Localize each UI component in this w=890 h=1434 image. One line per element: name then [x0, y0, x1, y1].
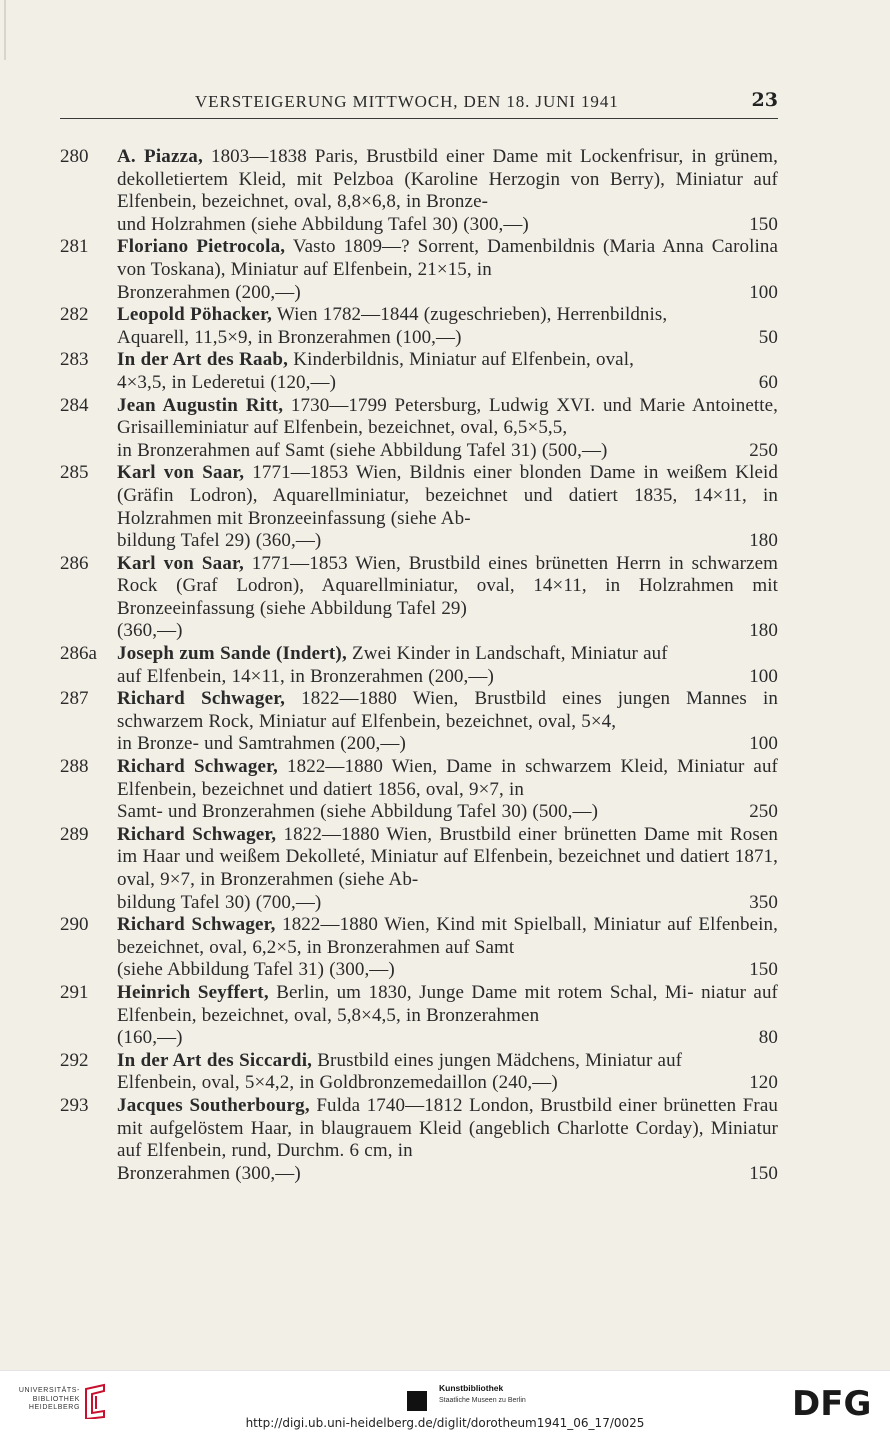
catalogue-entries [60, 146, 778, 1185]
estimate-line [117, 892, 778, 915]
catalogue-entry [60, 1050, 778, 1095]
lot-number: 290 [60, 914, 89, 936]
lot-description [117, 688, 778, 756]
description-last-line: in Bronze- und Samtrahmen (200,—) [117, 733, 406, 755]
artist-name: Leopold Pöhacker, [117, 304, 273, 326]
lot-price: 180 [749, 530, 778, 552]
description-last-line: bildung Tafel 30) (700,—) [117, 891, 322, 913]
ub-heidelberg-text [14, 1387, 80, 1413]
lot-description [117, 1095, 778, 1185]
description-line: Charlotte Corday), Miniatur auf Elfenbein, rund, Durchm. 6 cm, in [117, 1117, 778, 1162]
catalogue-entry [60, 1095, 778, 1185]
description-last-line: und Holzrahmen (siehe Abbildung Tafel 30) (300,—) [117, 213, 529, 235]
description-line: weißem Kleid (Gräfin Lodron), Aquarellminiatur, bezeichnet und [117, 462, 778, 506]
description-last-line: bildung Tafel 29) (360,—) [117, 530, 322, 552]
lot-description [117, 146, 778, 236]
description-line: Zwei Kinder in Landschaft, Miniatur auf [346, 643, 668, 665]
kunstbibliothek-subtitle: Staatliche Museen zu Berlin [439, 1397, 526, 1404]
description-last-line: auf Elfenbein, 14×11, in Bronzerahmen (200,—) [117, 665, 494, 687]
description-line: Brustbild eines jungen Mädchens, Miniatur auf [312, 1049, 683, 1071]
dfg-logo-text: DFG [792, 1384, 872, 1423]
catalogue-entry [60, 643, 778, 688]
lot-price: 120 [749, 1072, 778, 1094]
catalogue-entry [60, 553, 778, 643]
description-line: Wien 1782—1844 (zugeschrieben), Herrenbildnis, [272, 304, 668, 326]
description-line: Berry), Miniatur auf Elfenbein, bezeichnet, oval, 8,8×6,8, in Bronze- [117, 168, 778, 213]
lot-number: 282 [60, 304, 89, 326]
description-line: 1822—1880 Wien, Brustbild eines jungen Mannes [285, 688, 747, 710]
artist-name: Floriano Pietrocola, [117, 236, 286, 258]
lot-number: 292 [60, 1049, 89, 1071]
lot-number: 291 [60, 981, 89, 1003]
description-line: in schwarzem Rock, Miniatur auf Elfenbein, bezeichnet, oval, 5×4, [117, 688, 778, 732]
artist-name: Richard Schwager, [117, 823, 277, 845]
catalogue-entry [60, 462, 778, 552]
ub-heidelberg-logo[interactable] [14, 1381, 124, 1421]
ub-heidelberg-text-line: BIBLIOTHEK [32, 1395, 80, 1403]
ub-heidelberg-icon [82, 1383, 110, 1419]
estimate-line [117, 959, 778, 982]
artist-name: Richard Schwager, [117, 756, 278, 778]
catalogue-entry [60, 688, 778, 756]
description-last-line: (160,—) [117, 1027, 183, 1049]
estimate-line [117, 214, 778, 237]
lot-price: 180 [749, 620, 778, 642]
description-line: 1822—1880 Wien, Kind mit Spielball, Miniatur [275, 914, 661, 936]
description-line: Antoinette, Grisailleminiatur auf Elfenbein, bezeichnet, oval, 6,5×5,5, [117, 394, 778, 439]
description-last-line: Bronzerahmen (200,—) [117, 281, 301, 303]
description-last-line: (siehe Abbildung Tafel 31) (300,—) [117, 959, 395, 981]
artist-name: In der Art des Siccardi, [117, 1049, 313, 1071]
estimate-line [117, 327, 778, 350]
description-line: Fulda 1740—1812 London, Brustbild einer [309, 1094, 657, 1116]
artist-name: In der Art des Raab, [117, 349, 289, 371]
running-title: VERSTEIGERUNG MITTWOCH, DEN 18. JUNI 1941 [195, 92, 619, 111]
description-line: 1730—1799 Petersburg, Ludwig XVI. und Marie [283, 394, 686, 416]
lot-price: 80 [758, 1027, 778, 1049]
description-last-line: Aquarell, 11,5×9, in Bronzerahmen (100,—) [117, 326, 462, 348]
source-url-link[interactable]: http://digi.ub.uni-heidelberg.de/diglit/dorotheum1941_06_17/0025 [245, 1416, 645, 1430]
description-line: datiert 1835, 14×11, in Holzrahmen mit Bronzeeinfassung (siehe Ab- [117, 484, 778, 529]
description-line: Miniatur auf Elfenbein, bezeichnet und datiert 1856, oval, 9×7, in [117, 756, 778, 800]
description-line: 1822—1880 Wien, Dame in schwarzem Kleid, [278, 756, 669, 778]
description-line: 1771—1853 Wien, Brustbild eines brünetten Herrn in [243, 552, 684, 574]
estimate-line [117, 733, 778, 756]
page-edge-mark [4, 0, 6, 60]
artist-name: Jacques Southerbourg, [117, 1094, 310, 1116]
estimate-line [117, 620, 778, 643]
catalogue-entry [60, 146, 778, 236]
lot-description [117, 914, 778, 982]
description-line: in grünem, dekolletiertem Kleid, mit Pelzboa (Karoline Herzogin von [117, 146, 778, 190]
lot-description [117, 349, 778, 394]
description-line: Berlin, um 1830, Junge Dame mit rotem Schal, Mi- [268, 981, 694, 1003]
description-line: niatur auf Elfenbein, bezeichnet, oval, 5,8×4,5, in Bronzerahmen [117, 981, 778, 1026]
lot-description [117, 982, 778, 1050]
kunstbibliothek-icon [407, 1391, 427, 1411]
catalogue-entry [60, 304, 778, 349]
description-line: Holzrahmen mit Bronzeeinfassung (siehe Abbildung Tafel 29) [117, 575, 778, 619]
description-line: Anna Carolina von Toskana), Miniatur auf Elfenbein, 21×15, in [117, 236, 778, 280]
catalogue-entry [60, 395, 778, 463]
artist-name: Richard Schwager, [117, 688, 286, 710]
lot-price: 150 [749, 213, 778, 235]
description-last-line: 4×3,5, in Lederetui (120,—) [117, 371, 337, 393]
description-line: 1822—1880 Wien, Brustbild einer brünetten Dame [276, 823, 690, 845]
artist-name: Karl von Saar, [117, 462, 245, 484]
estimate-line [117, 1072, 778, 1095]
artist-name: Richard Schwager, [117, 914, 276, 936]
lot-description [117, 304, 778, 349]
lot-number: 286 [60, 552, 89, 574]
lot-price: 100 [749, 733, 778, 755]
lot-number: 288 [60, 756, 89, 778]
lot-description [117, 1050, 778, 1095]
description-last-line: Bronzerahmen (300,—) [117, 1162, 301, 1184]
catalogue-entry [60, 236, 778, 304]
lot-number: 281 [60, 236, 89, 258]
description-last-line: (360,—) [117, 620, 183, 642]
lot-price: 350 [749, 891, 778, 913]
kunstbibliothek-logo[interactable] [407, 1381, 567, 1417]
ub-heidelberg-text-line: UNIVERSITÄTS- [18, 1387, 80, 1394]
lot-price: 150 [749, 1162, 778, 1184]
catalogue-entry [60, 914, 778, 982]
lot-description [117, 643, 778, 688]
estimate-line [117, 1163, 778, 1186]
lot-number: 287 [60, 688, 89, 710]
lot-number: 285 [60, 462, 89, 484]
description-last-line: Samt- und Bronzerahmen (siehe Abbildung Tafel 30) (500,—) [117, 801, 599, 823]
lot-price: 100 [749, 665, 778, 687]
description-line: brünetten Frau mit aufgelöstem Haar, in blaugrauem Kleid (angeblich [117, 1094, 778, 1139]
lot-description [117, 756, 778, 824]
estimate-line [117, 372, 778, 395]
lot-number: 283 [60, 349, 89, 371]
description-line: 1803—1838 Paris, Brustbild einer Dame mit Lockenfrisur, [202, 146, 684, 167]
running-header [60, 90, 778, 119]
description-line: mit Rosen im Haar und weißem Dekolleté, Miniatur auf Elfenbein, [117, 823, 778, 868]
estimate-line [117, 801, 778, 824]
description-line: schwarzem Rock (Graf Lodron), Aquarellminiatur, oval, 14×11, in [117, 552, 778, 597]
estimate-line [117, 530, 778, 553]
lot-number: 284 [60, 394, 89, 416]
lot-price: 250 [749, 801, 778, 823]
kunstbibliothek-title: Kunstbibliothek [439, 1383, 504, 1393]
artist-name: Heinrich Seyffert, [117, 981, 269, 1003]
lot-price: 150 [749, 959, 778, 981]
catalogue-entry [60, 824, 778, 914]
lot-price: 100 [749, 281, 778, 303]
description-line: 1771—1853 Wien, Bildnis einer blonden Dame in [244, 462, 659, 484]
description-line: Kinderbildnis, Miniatur auf Elfenbein, oval, [288, 349, 634, 371]
description-last-line: in Bronzerahmen auf Samt (siehe Abbildung Tafel 31) (500,—) [117, 439, 608, 461]
description-last-line: Elfenbein, oval, 5×4,2, in Goldbronzemedaillon (240,—) [117, 1072, 558, 1094]
estimate-line [117, 282, 778, 305]
lot-price: 60 [758, 371, 778, 393]
description-line: Vasto 1809—? Sorrent, Damenbildnis (Maria [285, 236, 656, 258]
artist-name: A. Piazza, [117, 146, 203, 167]
description-line: auf Elfenbein, bezeichnet, oval, 6,2×5, in Bronzerahmen auf Samt [117, 914, 778, 958]
lot-number: 280 [60, 146, 89, 167]
artist-name: Karl von Saar, [117, 552, 244, 574]
lot-description [117, 236, 778, 304]
lot-number: 289 [60, 823, 89, 845]
estimate-line [117, 1027, 778, 1050]
artist-name: Jean Augustin Ritt, [117, 394, 284, 416]
lot-description [117, 824, 778, 914]
lot-price: 250 [749, 439, 778, 461]
description-line: bezeichnet und datiert 1871, oval, 9×7, in Bronzerahmen (siehe Ab- [117, 846, 779, 890]
catalogue-entry [60, 982, 778, 1050]
catalogue-entry [60, 756, 778, 824]
lot-number: 286a [60, 643, 97, 665]
lot-description [117, 395, 778, 463]
lot-price: 50 [758, 326, 778, 348]
artist-name: Joseph zum Sande (Indert), [117, 643, 347, 665]
estimate-line [117, 440, 778, 463]
footer-bar [0, 1370, 890, 1434]
lot-description [117, 462, 778, 552]
ub-heidelberg-text-line: HEIDELBERG [28, 1404, 80, 1411]
estimate-line [117, 666, 778, 689]
lot-description [117, 553, 778, 643]
catalogue-entry [60, 349, 778, 394]
lot-number: 293 [60, 1094, 89, 1116]
page-number: 23 [751, 89, 778, 111]
